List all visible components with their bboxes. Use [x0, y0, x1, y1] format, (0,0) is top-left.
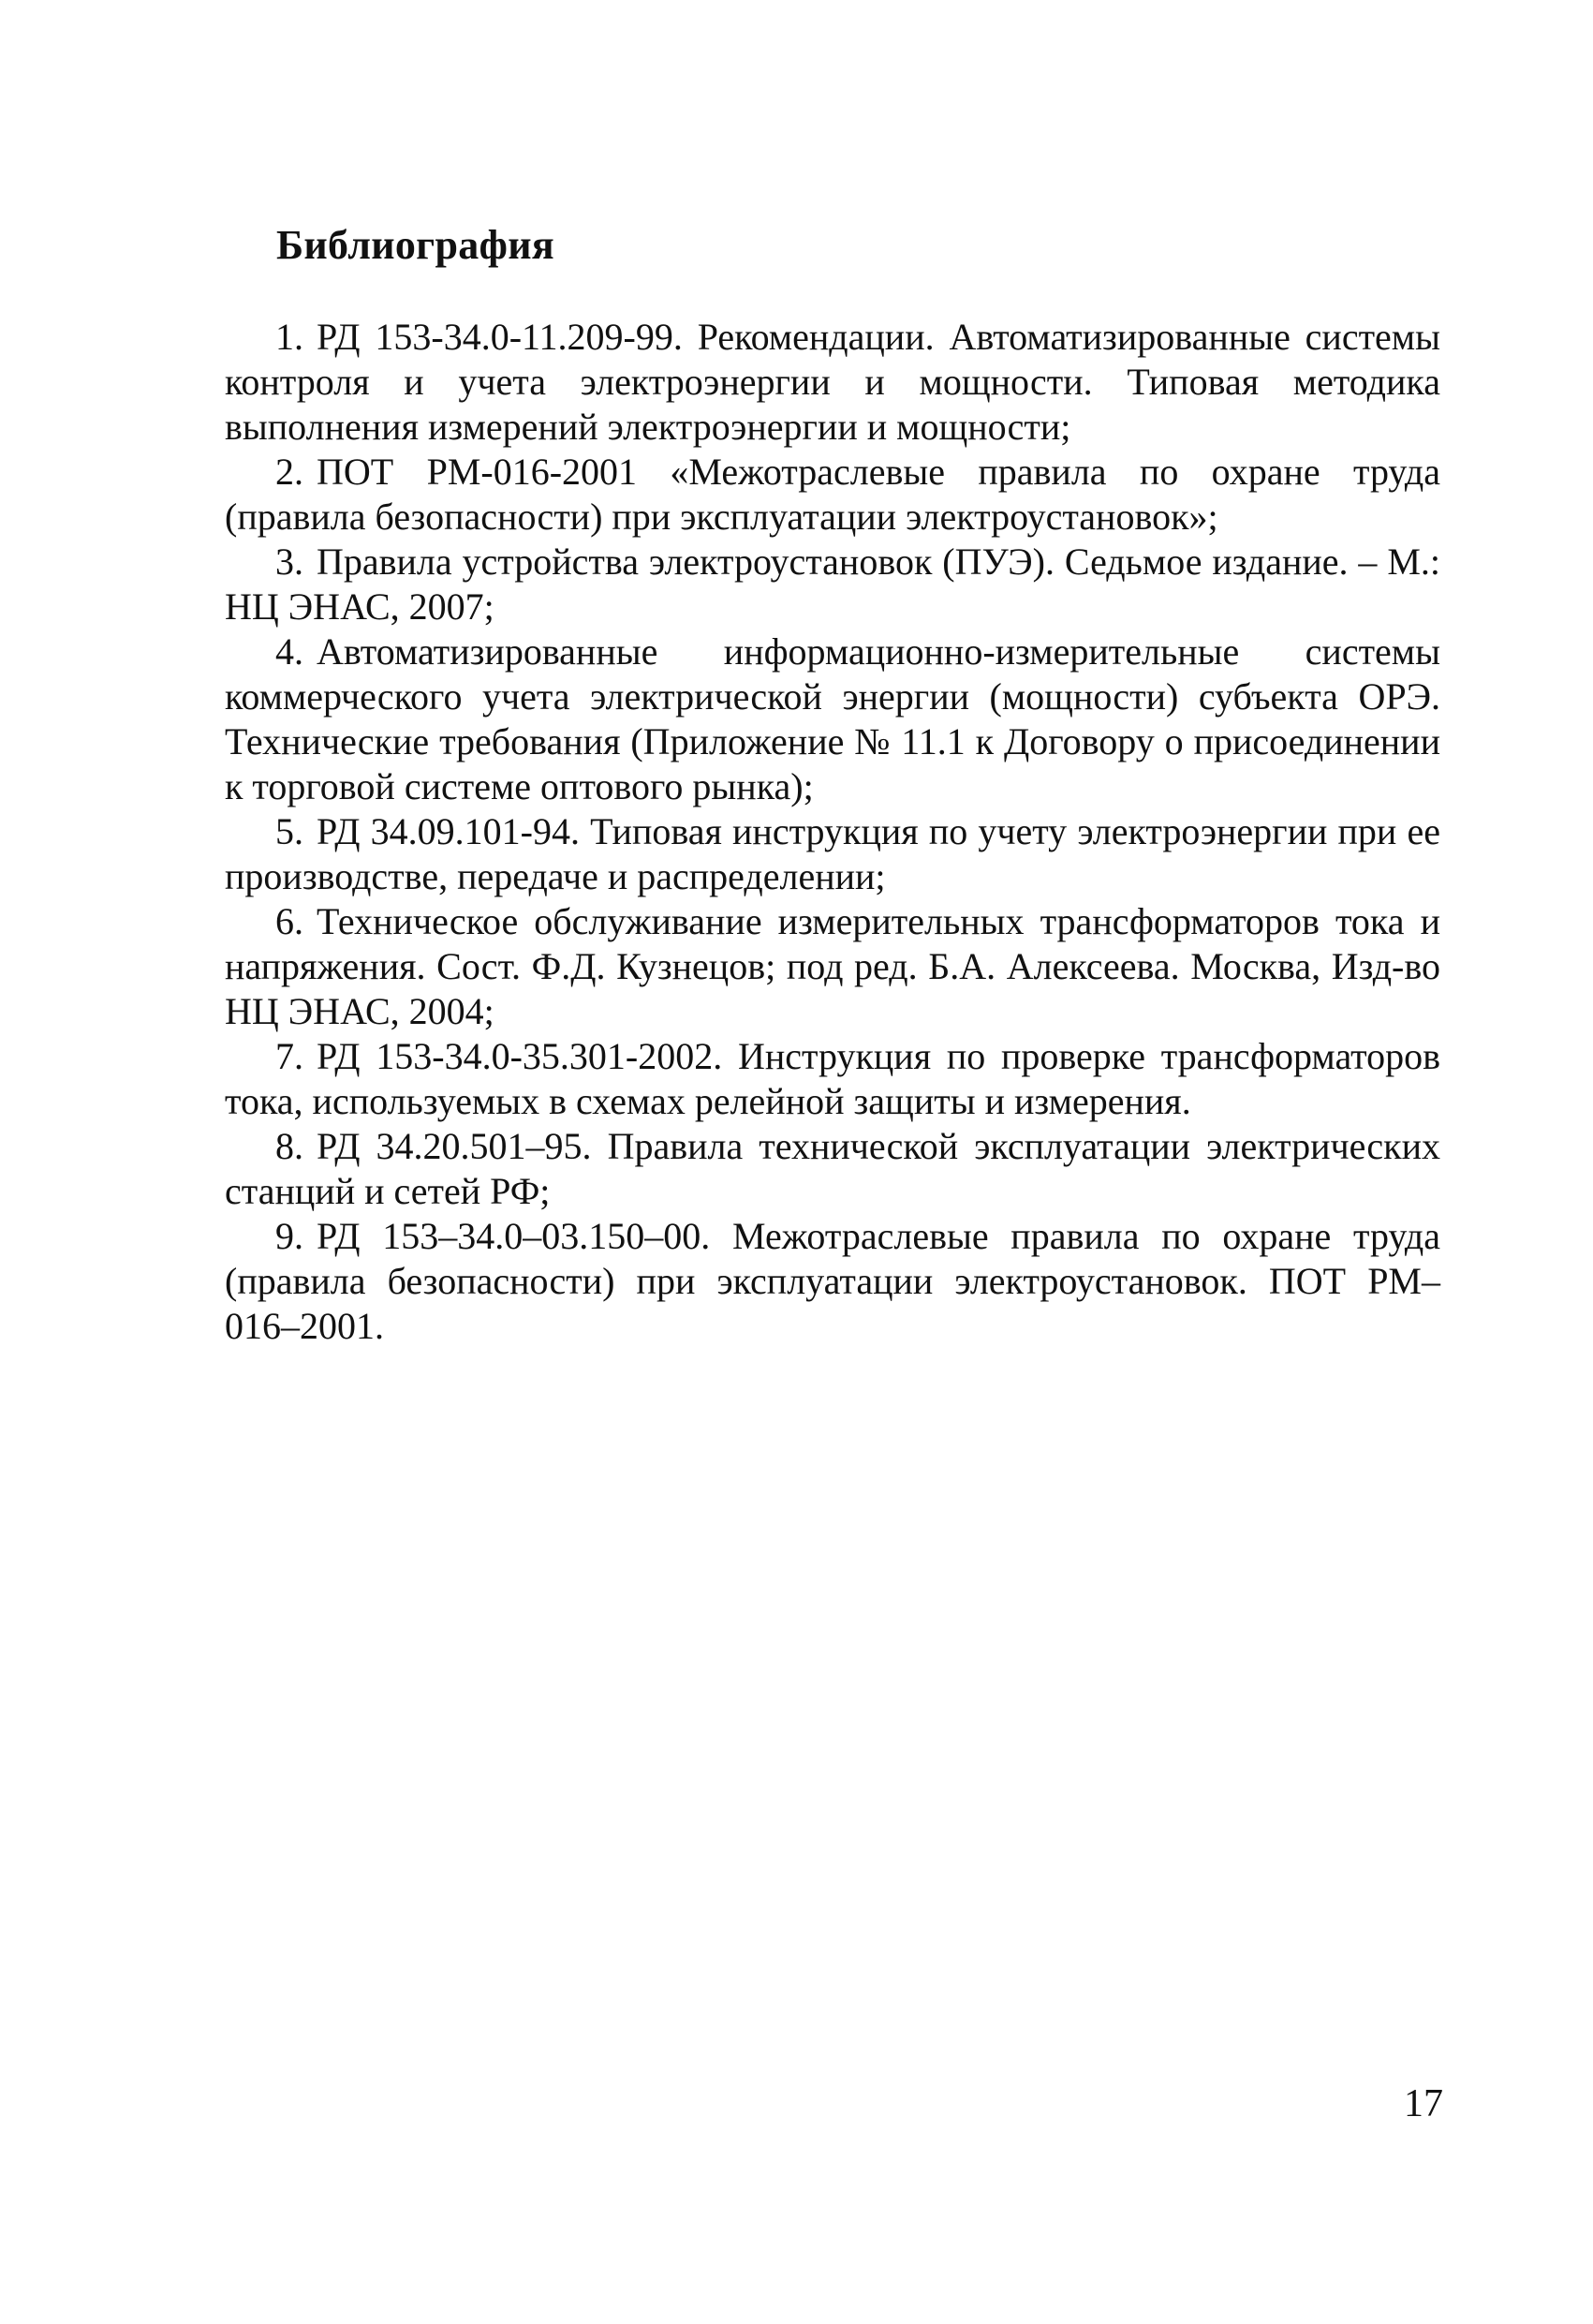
- list-item: [225, 809, 1440, 899]
- item-text: РД 34.09.101-94. Типовая инструкция по учету электроэнергии при ее производстве, передаче и распределении;: [225, 810, 1440, 897]
- list-item: [225, 1124, 1440, 1214]
- list-item: [225, 629, 1440, 809]
- list-item: [225, 540, 1440, 629]
- item-text: РД 153-34.0-35.301-2002. Инструкция по проверке трансформаторов тока, используемых в схемах релейной защиты и измерения.: [225, 1035, 1440, 1122]
- item-number: 8.: [275, 1125, 303, 1167]
- bibliography-list: [225, 315, 1440, 1349]
- list-item: [225, 315, 1440, 450]
- page-number: 17: [1404, 2082, 1443, 2125]
- item-number: 1.: [275, 316, 303, 358]
- item-text: РД 153-34.0-11.209-99. Рекомендации. Автоматизированные системы контроля и учета электроэнергии и мощности. Типовая методика выполнения измерений электроэнергии и мощности;: [225, 316, 1440, 448]
- list-item: [225, 899, 1440, 1034]
- list-item: [225, 450, 1440, 540]
- item-number: 9.: [275, 1215, 303, 1257]
- item-number: 2.: [275, 451, 303, 493]
- item-text: ПОТ РМ-016-2001 «Межотраслевые правила по охране труда (правила безопасности) при эксплуатации электроустановок»;: [225, 451, 1440, 538]
- list-item: [225, 1034, 1440, 1124]
- item-number: 3.: [275, 540, 303, 583]
- item-number: 4.: [275, 630, 303, 673]
- item-text: Техническое обслуживание измерительных трансформаторов тока и напряжения. Сост. Ф.Д. Кузнецов; под ред. Б.А. Алексеева. Москва, Изд-во НЦ ЭНАС, 2004;: [225, 900, 1440, 1032]
- item-text: Автоматизированные информационно-измерительные системы коммерческого учета электрической энергии (мощности) субъекта ОРЭ. Технические требования (Приложение № 11.1 к Договору о присоединении к торговой системе оптового рынка);: [225, 630, 1440, 807]
- item-number: 7.: [275, 1035, 303, 1077]
- item-text: РД 153–34.0–03.150–00. Межотраслевые правила по охране труда (правила безопасности) при эксплуатации электроустановок. ПОТ РМ–016–2001.: [225, 1215, 1440, 1347]
- item-number: 6.: [275, 900, 303, 942]
- item-text: РД 34.20.501–95. Правила технической эксплуатации электрических станций и сетей РФ;: [225, 1125, 1440, 1212]
- list-item: [225, 1214, 1440, 1349]
- item-text: Правила устройства электроустановок (ПУЭ). Седьмое издание. – М.: НЦ ЭНАС, 2007;: [225, 540, 1440, 628]
- item-number: 5.: [275, 810, 303, 852]
- page-title: Библиография: [276, 222, 555, 268]
